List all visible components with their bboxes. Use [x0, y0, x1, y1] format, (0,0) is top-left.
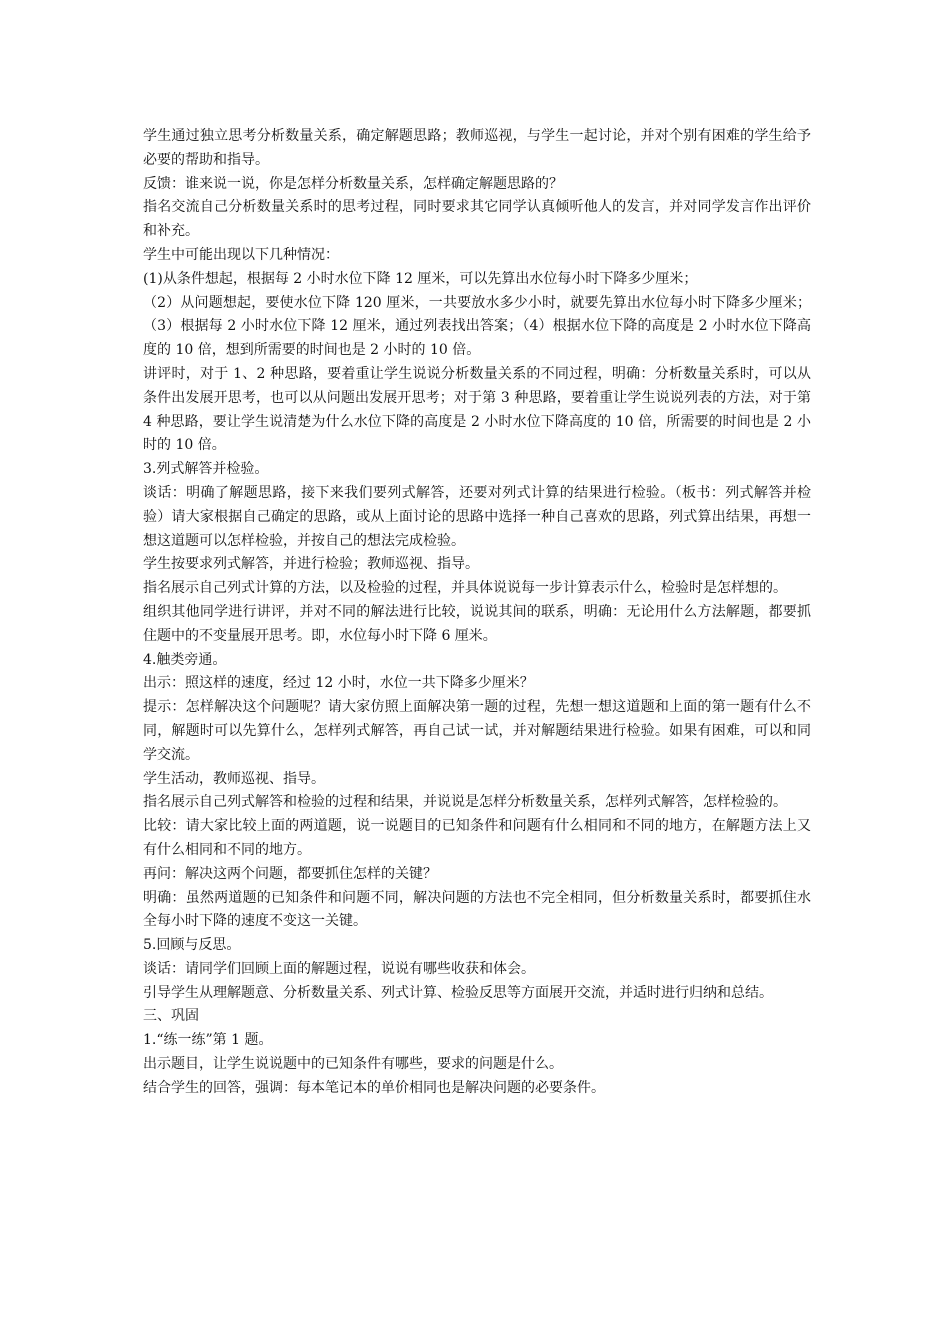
- section-heading: 3.列式解答并检验。: [143, 461, 269, 478]
- paragraph: 学生按要求列式解答，并进行检验；教师巡视、指导。: [143, 556, 479, 573]
- paragraph: 指名交流自己分析数量关系时的思考过程，同时要求其它同学认真倾听他人的发言，并对同学发言作出评价和补充。: [143, 199, 811, 240]
- paragraph: 结合学生的回答，强调：每本笔记本的单价相同也是解决问题的必要条件。: [143, 1079, 605, 1096]
- section-heading: 三、巩固: [143, 1008, 199, 1025]
- section-heading: 4.触类旁通。: [143, 651, 227, 668]
- section-heading: 5.回顾与反思。: [143, 937, 241, 954]
- paragraph: 提示：怎样解决这个问题呢？请大家仿照上面解决第一题的过程，先想一想这道题和上面的第一题有什么不同，解题时可以先算什么，怎样列式解答，再自己试一试，并对解题结果进行检验。如果有困难，可以和同学交流。: [143, 699, 811, 763]
- paragraph: 指名展示自己列式计算的方法，以及检验的过程，并具体说说每一步计算表示什么，检验时是怎样想的。: [143, 580, 787, 597]
- paragraph: 讲评时，对于 1、2 种思路，要着重让学生说说分析数量关系的不同过程，明确：分析数量关系时，可以从条件出发展开思考，也可以从问题出发展开思考；对于第 3 种思路，要着重让学生说说列表的方法，对于第 4 种思路，要让学生说清楚为什么水位下降的高度是 2 小时水位下降高度的 10 倍，所需要的时间也是 2 小时的 10 倍。: [143, 365, 811, 454]
- paragraph: 出示：照这样的速度，经过 12 小时，水位一共下降多少厘米？: [143, 675, 534, 692]
- paragraph: 组织其他同学进行讲评，并对不同的解法进行比较，说说其间的联系，明确：无论用什么方法解题，都要抓住题中的不变量展开思考。即，水位每小时下降 6 厘米。: [143, 603, 811, 644]
- paragraph: 学生通过独立思考分析数量关系，确定解题思路；教师巡视，与学生一起讨论，并对个别有困难的学生给予必要的帮助和指导。: [143, 128, 811, 168]
- paragraph: （2）从问题想起，要使水位下降 120 厘米，一共要放水多少小时，就要先算出水位每小时下降多少厘米；（3）根据每 2 小时水位下降 12 厘米，通过列表找出答案；（4）根据水位下降的高度是 2 小时水位下降高度的 10 倍，想到所需要的时间也是 2 小时的 10 倍。: [143, 294, 811, 359]
- paragraph: 明确：虽然两道题的已知条件和问题不同，解决问题的方法也不完全相同，但分析数量关系时，都要抓住水全每小时下降的速度不变这一关键。: [143, 889, 811, 930]
- paragraph: 谈话：明确了解题思路，接下来我们要列式解答，还要对列式计算的结果进行检验。（板书：列式解答并检验）请大家根据自己确定的思路，或从上面讨论的思路中选择一种自己喜欢的思路，列式算出结果，再想一想这道题可以怎样检验，并按自己的想法完成检验。: [143, 484, 811, 549]
- paragraph: 再问：解决这两个问题，都要抓住怎样的关键？: [143, 865, 437, 882]
- paragraph: 引导学生从理解题意、分析数量关系、列式计算、检验反思等方面展开交流，并适时进行归纳和总结。: [143, 984, 773, 1001]
- paragraph: 比较：请大家比较上面的两道题，说一说题目的已知条件和问题有什么相同和不同的地方，在解题方法上又有什么相同和不同的地方。: [143, 818, 811, 858]
- paragraph: 学生活动，教师巡视、指导。: [143, 770, 325, 787]
- paragraph: 指名展示自己列式解答和检验的过程和结果，并说说是怎样分析数量关系，怎样列式解答，怎样检验的。: [143, 794, 787, 811]
- paragraph: 出示题目，让学生说说题中的已知条件有哪些，要求的问题是什么。: [143, 1056, 563, 1073]
- paragraph: 学生中可能出现以下几种情况：: [143, 246, 339, 263]
- document-body: [143, 125, 811, 1101]
- section-heading: 1.“练一练”第 1 题。: [143, 1032, 273, 1049]
- paragraph: (1)从条件想起，根据每 2 小时水位下降 12 厘米，可以先算出水位每小时下降多少厘米；: [143, 270, 698, 287]
- paragraph: 反馈：谁来说一说，你是怎样分析数量关系，怎样确定解题思路的？: [143, 175, 563, 192]
- paragraph: 谈话：请同学们回顾上面的解题过程，说说有哪些收获和体会。: [143, 960, 535, 977]
